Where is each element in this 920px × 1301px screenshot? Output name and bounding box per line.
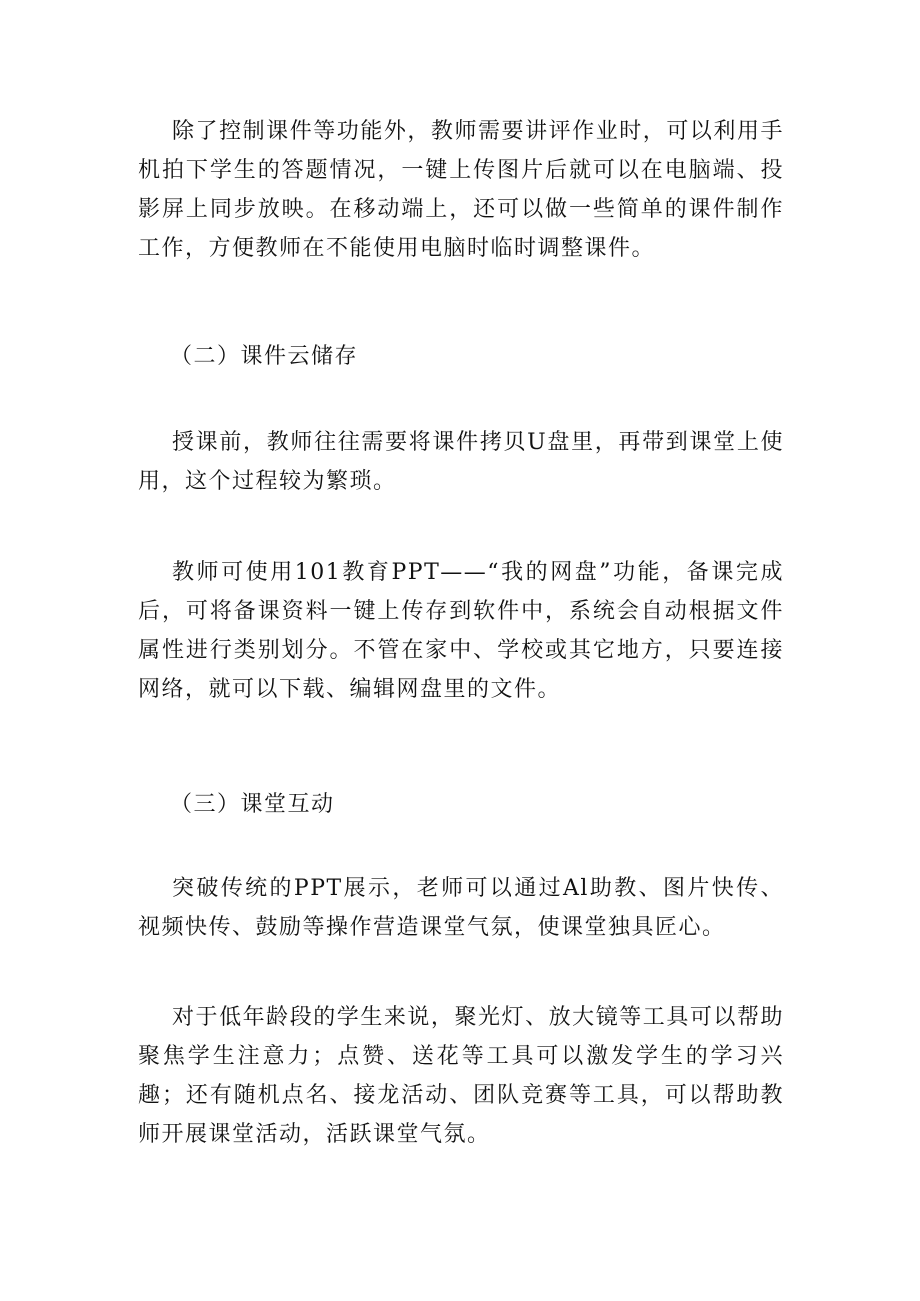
section-heading-cloud-storage: （二）课件云储存 xyxy=(170,344,359,369)
paragraph-usb-copy: 授课前，教师往往需要将课件拷贝U盘里，再带到课堂上使用，这个过程较为繁琐。 xyxy=(138,430,784,494)
paragraph-ppt-display: 突破传统的PPT展示，老师可以通过Al助教、图片快传、视频快传、鼓励等操作营造课堂气氛，使课堂独具匠心。 xyxy=(138,876,784,940)
paragraph-classroom-tools: 对于低年龄段的学生来说，聚光灯、放大镜等工具可以帮助聚焦学生注意力；点赞、送花等工具可以激发学生的学习兴趣；还有随机点名、接龙活动、团队竞赛等工具，可以帮助教师开展课堂活动，活跃课堂气氛。 xyxy=(138,1005,784,1147)
paragraph-my-netdisk: 教师可使用101教育PPT——“我的网盘”功能，备课完成后，可将备课资料一键上传存到软件中，系统会自动根据文件属性进行类别划分。不管在家中、学校或其它地方，只要连接网络，就可以下载、编辑网盘里的文件。 xyxy=(138,560,784,702)
paragraph-courseware-control: 除了控制课件等功能外，教师需要讲评作业时，可以利用手机拍下学生的答题情况，一键上传图片后就可以在电脑端、投影屏上同步放映。在移动端上，还可以做一些简单的课件制作工作，方便教师在不能使用电脑时临时调整课件。 xyxy=(138,119,784,261)
section-heading-classroom-interaction: （三）课堂互动 xyxy=(170,792,335,817)
